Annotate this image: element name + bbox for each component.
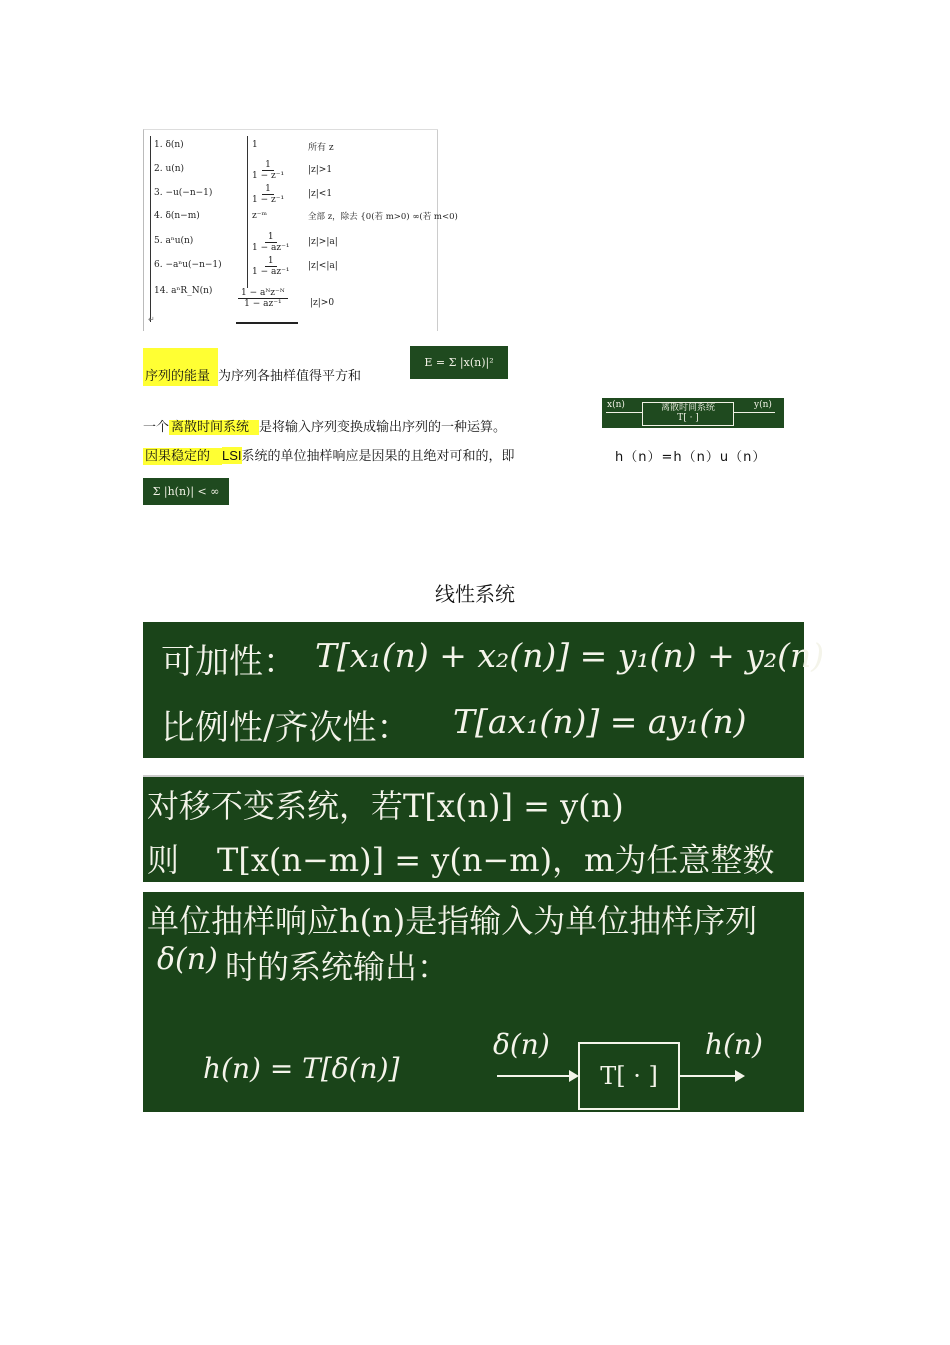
- diagram-input-label: δ(n): [493, 1028, 550, 1061]
- additivity-label: 可加性：: [161, 642, 297, 682]
- causal-term: 因果稳定的: [143, 448, 222, 465]
- sequence-cell: 3. −u(−n−1): [154, 188, 213, 198]
- roc-cell: 所有 z: [308, 143, 334, 153]
- causal-description: 系统的单位抽样响应是因果的且绝对可和的，即: [241, 449, 515, 464]
- section-heading: 线性系统: [435, 582, 515, 606]
- linearity-board: [143, 622, 825, 758]
- impulse-response-board: [143, 892, 804, 1112]
- sequence-cell: 4. δ(n−m): [154, 211, 200, 221]
- energy-line: [143, 348, 361, 386]
- sequence-cell: 2. u(n): [154, 164, 185, 174]
- absolute-sum-formula: Σ |h(n)| < ∞: [143, 478, 229, 505]
- lsi-term: LSI: [222, 448, 242, 463]
- transform-cell: 1 − aᴺz⁻ᴺ 1 − az⁻¹: [238, 288, 288, 309]
- sequence-cell: 6. −aⁿu(−n−1): [154, 260, 222, 270]
- dts-diagram: [602, 398, 784, 428]
- sequence-cell: 14. aⁿR_N(n): [154, 286, 213, 296]
- sequence-cell: 1. δ(n): [154, 140, 184, 150]
- energy-term: 序列的能量: [143, 348, 218, 386]
- homogeneity-formula: T[ax₁(n)] = ay₁(n): [453, 702, 747, 741]
- shift-invariance-statement: 对移不变系统，若T[x(n)] = y(n): [147, 787, 624, 825]
- transform-cell: $\frac{1}{\text{1 − z⁻¹}}$: [252, 160, 285, 181]
- energy-formula: E = Σ |x(n)|²: [410, 346, 508, 379]
- roc-cell: |z|>|a|: [308, 237, 338, 247]
- z-transform-table: 1. δ(n) 1 所有 z 2. u(n) $\frac{1}{\text{1 − z⁻¹}}$ |z|>1 3. −u(−n−1) $\frac{1}{\text{1 − z⁻¹}}$ |z|<1 4. δ(n−m) z⁻ᵐ 全部 z，除去 {0(若 m>0) ∞(若 m<0) 5. aⁿu(n) $\frac{1}{\text{1 − az⁻¹}}$ |z|>|a| 6. −aⁿu(−n−1) $\frac{1}{\text{1 − az⁻¹}}$ |z|<|a| 14. aⁿR_N(n) 1 − aᴺz⁻ᴺ 1 − az⁻¹ |z|>0 ↵: [143, 129, 438, 331]
- dts-prefix: 一个: [143, 420, 170, 435]
- dts-line: [143, 416, 506, 435]
- roc-cell: |z|>0: [310, 298, 335, 308]
- dts-description: 是将输入序列变换成输出序列的一种运算。: [259, 420, 507, 435]
- transform-cell: $\frac{1}{\text{1 − az⁻¹}}$: [252, 256, 290, 277]
- impulse-response-equation: h(n) = T[δ(n)]: [203, 1052, 400, 1085]
- dts-term: 离散时间系统: [169, 420, 259, 435]
- input-arrow: [497, 1075, 577, 1077]
- transform-cell: z⁻ᵐ: [252, 211, 268, 221]
- roc-cell: 全部 z，除去 {0(若 m>0) ∞(若 m<0): [308, 212, 458, 222]
- energy-description: 为序列各抽样值得平方和: [218, 369, 362, 384]
- delta-symbol: δ(n): [157, 942, 218, 977]
- dts-box: 离散时间系统 T[ · ]: [642, 402, 734, 426]
- dts-output-label: y(n): [754, 400, 772, 410]
- transform-cell: $\frac{1}{\text{1 − az⁻¹}}$: [252, 232, 290, 253]
- shift-invariance-board: [143, 775, 804, 882]
- roc-cell: |z|<|a|: [308, 261, 338, 271]
- output-arrow: [680, 1075, 738, 1077]
- then-label: 则: [147, 841, 180, 879]
- transform-cell: $\frac{1}{\text{1 − z⁻¹}}$: [252, 184, 285, 205]
- impulse-response-definition: 单位抽样响应h(n)是指输入为单位抽样序列: [147, 902, 758, 940]
- dts-input-label: x(n): [607, 400, 625, 410]
- sequence-cell: 5. aⁿu(n): [154, 236, 194, 246]
- transform-cell: 1: [252, 140, 258, 150]
- impulse-response-definition-end: 时的系统输出：: [225, 948, 450, 986]
- roc-cell: |z|<1: [308, 189, 333, 199]
- output-arrowhead: [735, 1070, 745, 1082]
- causal-relation: h（n）=h（n）u（n）: [615, 450, 767, 465]
- roc-cell: |z|>1: [308, 165, 333, 175]
- homogeneity-label: 比例性/齐次性：: [161, 708, 411, 748]
- causal-line: [143, 445, 515, 464]
- diagram-output-label: h(n): [705, 1028, 763, 1061]
- additivity-formula: T[x₁(n) + x₂(n)] = y₁(n) + y₂(n): [315, 636, 825, 675]
- shift-invariance-formula: T[x(n−m)] = y(n−m)，m为任意整数: [217, 841, 775, 879]
- system-box: T[ · ]: [578, 1042, 680, 1110]
